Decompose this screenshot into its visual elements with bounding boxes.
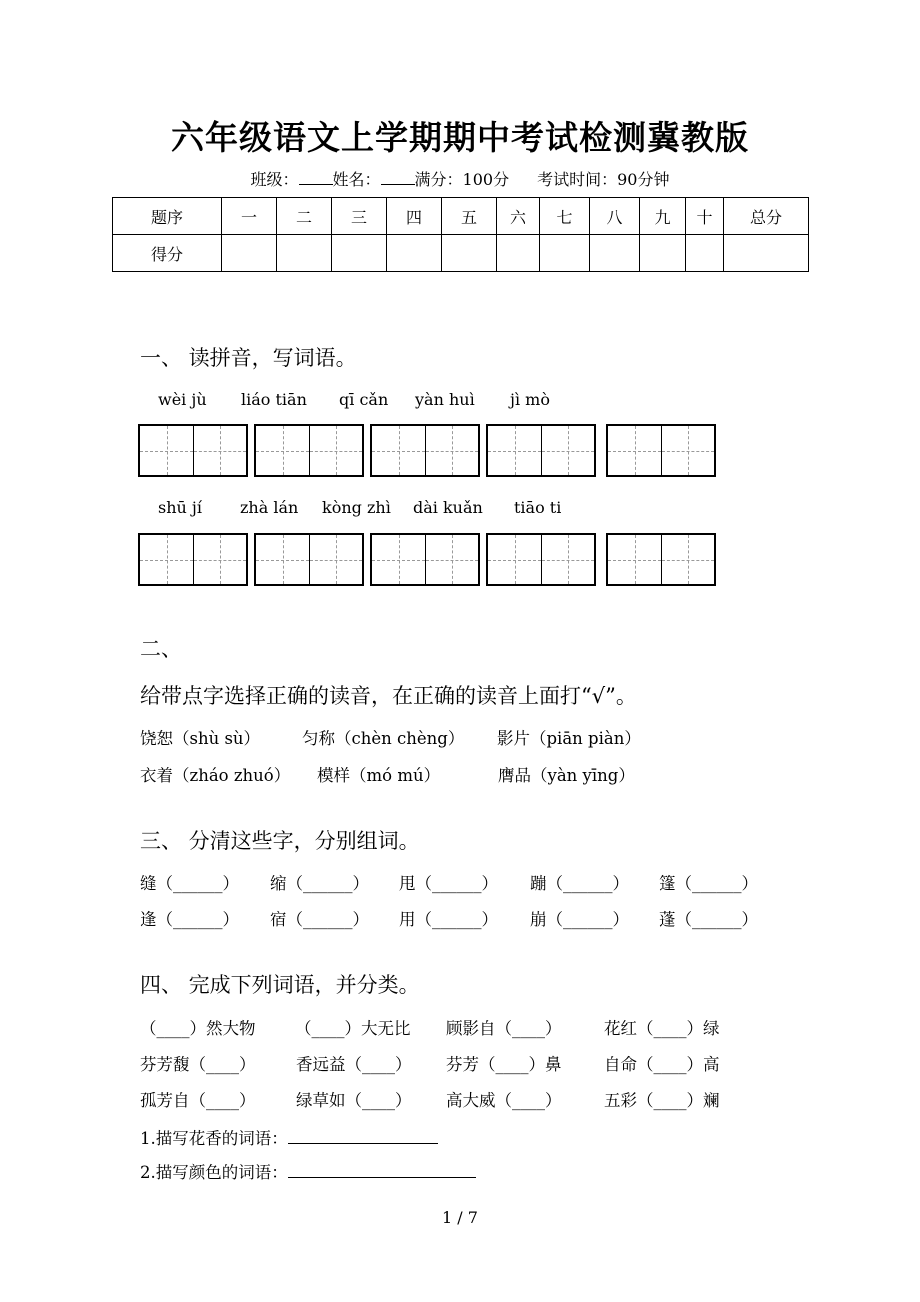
score-head: 题序	[113, 198, 222, 235]
writing-grid[interactable]	[254, 424, 364, 477]
idiom-item: （____）大无比	[295, 1019, 411, 1038]
idiom-item: 顾影自（____）	[446, 1019, 562, 1038]
score-cell[interactable]	[686, 235, 724, 272]
section3-heading: 三、 分清这些字，分别组词。	[140, 829, 420, 853]
idiom-item: 高大威（____）	[446, 1091, 562, 1110]
score-cell[interactable]	[724, 235, 809, 272]
section2-heading: 二、	[140, 637, 182, 661]
score-cell[interactable]	[497, 235, 540, 272]
reading-item: 膺品（yàn yīng）	[498, 766, 635, 785]
idiom-item: 芬芳馥（____）	[140, 1055, 256, 1074]
writing-grid[interactable]	[370, 533, 480, 586]
score-cell[interactable]	[442, 235, 497, 272]
score-table	[112, 197, 809, 272]
writing-grid[interactable]	[254, 533, 364, 586]
score-head: 总分	[724, 198, 809, 235]
writing-grid[interactable]	[486, 533, 596, 586]
score-head: 三	[332, 198, 387, 235]
score-cell[interactable]	[590, 235, 640, 272]
reading-item: 饶恕（shù sù）	[140, 729, 261, 748]
class-label: 班级：	[250, 170, 299, 189]
idiom-item: 自命（____）高	[604, 1055, 720, 1074]
score-head: 九	[640, 198, 686, 235]
word-item: 蓬（______）	[659, 910, 758, 929]
word-item: 蹦（______）	[530, 874, 629, 893]
pinyin: zhà lán	[240, 498, 299, 517]
classify-question-1	[140, 1125, 438, 1149]
word-item: 缩（______）	[270, 874, 369, 893]
section1-heading: 一、 读拼音，写词语。	[140, 346, 357, 370]
pinyin: liáo tiān	[241, 390, 307, 409]
word-item: 甩（______）	[399, 874, 498, 893]
classify-label-1: 1.描写花香的词语：	[140, 1129, 288, 1148]
answer-line-2[interactable]	[288, 1177, 476, 1178]
score-head: 一	[222, 198, 277, 235]
score-value-row	[113, 235, 809, 272]
score-cell[interactable]	[640, 235, 686, 272]
word-item: 用（______）	[399, 910, 498, 929]
section2-instruction: 给带点字选择正确的读音，在正确的读音上面打“√”。	[140, 684, 637, 708]
pinyin: qī cǎn	[339, 390, 389, 409]
score-head: 七	[540, 198, 590, 235]
reading-item: 模样（mó mú）	[317, 766, 441, 785]
classify-label-2: 2.描写颜色的词语：	[140, 1163, 288, 1182]
idiom-item: 香远益（____）	[296, 1055, 412, 1074]
score-header-row	[113, 198, 809, 235]
pinyin: shū jí	[158, 498, 202, 517]
writing-grid[interactable]	[606, 424, 716, 477]
writing-grid[interactable]	[606, 533, 716, 586]
page-number: 1 / 7	[442, 1208, 478, 1227]
pinyin: jì mò	[510, 390, 550, 409]
reading-item: 影片（piān piàn）	[497, 729, 641, 748]
idiom-item: 绿草如（____）	[296, 1091, 412, 1110]
idiom-item: 花红（____）绿	[604, 1019, 720, 1038]
writing-grid[interactable]	[138, 424, 248, 477]
pinyin: wèi jù	[158, 390, 207, 409]
section4-heading: 四、 完成下列词语，并分类。	[140, 973, 420, 997]
score-label: 得分	[113, 235, 222, 272]
reading-item: 衣着（zháo zhuó）	[140, 766, 291, 785]
pinyin: dài kuǎn	[413, 498, 483, 517]
idiom-item: 五彩（____）斓	[604, 1091, 720, 1110]
pinyin-row-1	[0, 390, 920, 412]
score-head: 十	[686, 198, 724, 235]
pinyin: yàn huì	[415, 390, 475, 409]
word-item: 崩（______）	[530, 910, 629, 929]
score-cell[interactable]	[222, 235, 277, 272]
reading-item: 匀称（chèn chèng）	[302, 729, 465, 748]
writing-grid[interactable]	[486, 424, 596, 477]
score-head: 六	[497, 198, 540, 235]
pinyin: tiāo ti	[514, 498, 562, 517]
name-label: 姓名：	[332, 170, 381, 189]
writing-grid[interactable]	[370, 424, 480, 477]
idiom-item: （____）然大物	[140, 1019, 256, 1038]
score-cell[interactable]	[387, 235, 442, 272]
score-head: 二	[277, 198, 332, 235]
word-item: 缝（______）	[140, 874, 239, 893]
class-blank	[299, 184, 333, 185]
pinyin: kòng zhì	[322, 498, 391, 517]
answer-line-1[interactable]	[288, 1143, 438, 1144]
word-item: 篷（______）	[659, 874, 758, 893]
idiom-item: 孤芳自（____）	[140, 1091, 256, 1110]
full-score: 满分：100分	[414, 170, 510, 189]
exam-info	[0, 167, 920, 190]
idiom-item: 芬芳（____）鼻	[446, 1055, 562, 1074]
score-cell[interactable]	[332, 235, 387, 272]
page-title: 六年级语文上学期期中考试检测冀教版	[171, 118, 749, 157]
exam-time: 考试时间：90分钟	[537, 170, 670, 189]
score-head: 四	[387, 198, 442, 235]
classify-question-2	[140, 1159, 476, 1183]
score-head: 八	[590, 198, 640, 235]
score-cell[interactable]	[277, 235, 332, 272]
word-item: 逢（______）	[140, 910, 239, 929]
writing-grid[interactable]	[138, 533, 248, 586]
score-cell[interactable]	[540, 235, 590, 272]
pinyin-row-2	[0, 498, 920, 520]
name-blank	[381, 184, 415, 185]
word-item: 宿（______）	[270, 910, 369, 929]
score-head: 五	[442, 198, 497, 235]
